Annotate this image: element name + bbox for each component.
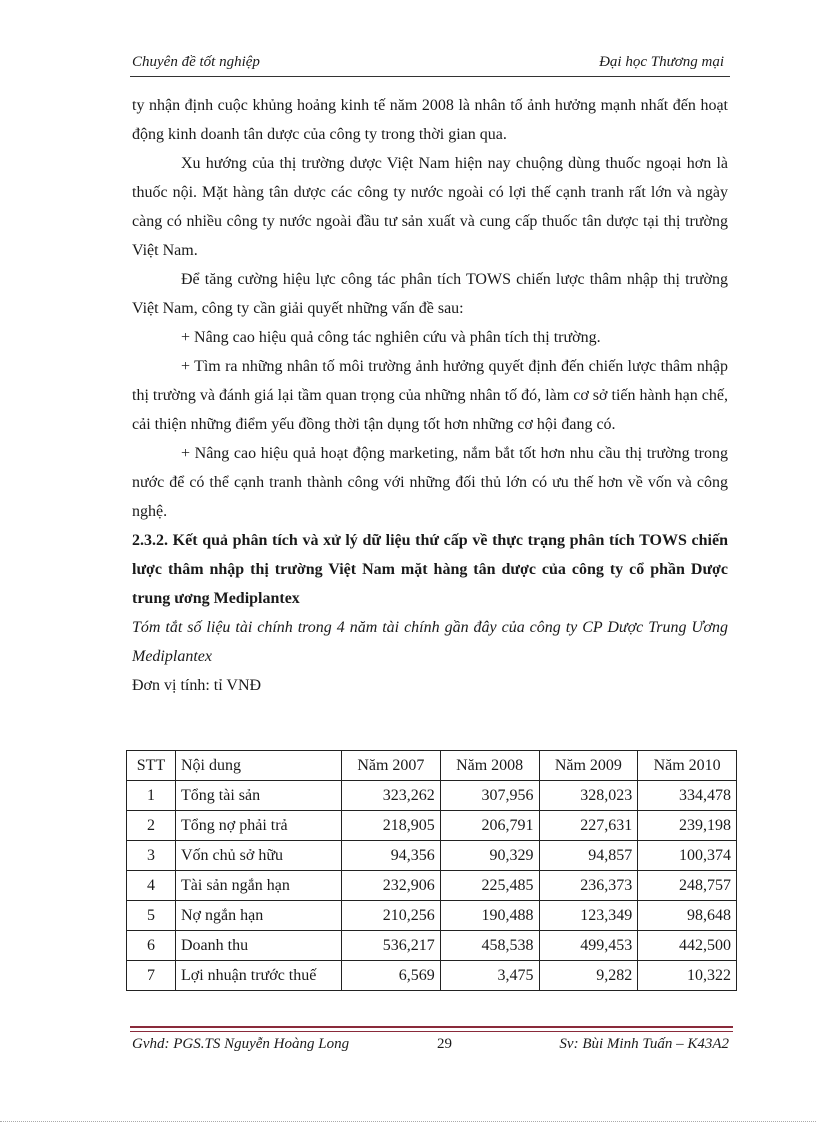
page-bottom-edge (0, 1121, 816, 1122)
col-header-content: Nội dung (176, 751, 342, 781)
table-caption: Tóm tắt số liệu tài chính trong 4 năm tài chính gần đây của công ty CP Dược Trung Ương Mediplantex (132, 619, 728, 665)
cell-value: 236,373 (539, 871, 638, 901)
cell-value: 206,791 (440, 811, 539, 841)
cell-value: 98,648 (638, 901, 737, 931)
bullet-item: + Tìm ra những nhân tố môi trường ảnh hưởng quyết định đến chiến lược thâm nhập thị trường và đánh giá lại tầm quan trọng của những nhân tố đó, làm cơ sở tiến hành hạn chế, cải thiện những điểm yếu đồng thời tận dụng tốt hơn những cơ hội đang có. (132, 358, 728, 433)
cell-value: 90,329 (440, 841, 539, 871)
cell-value: 94,356 (342, 841, 441, 871)
cell-content: Nợ ngắn hạn (176, 901, 342, 931)
cell-stt: 5 (127, 901, 176, 931)
paragraph: Xu hướng của thị trường dược Việt Nam hiện nay chuộng dùng thuốc ngoại hơn là thuốc nội. Mặt hàng tân dược các công ty nước ngoài có lợi thế cạnh tranh rất lớn và ngày càng có nhiều công ty nước ngoài đầu tư sản xuất và cung cấp thuốc tân dược tại thị trường Việt Nam. (132, 155, 728, 259)
cell-value: 6,569 (342, 961, 441, 991)
footer-supervisor: Gvhd: PGS.TS Nguyễn Hoàng Long (132, 1036, 350, 1052)
section-heading: 2.3.2. Kết quả phân tích và xử lý dữ liệu thứ cấp về thực trạng phân tích TOWS chiến lược thâm nhập thị trường Việt Nam mặt hàng tân dược của công ty cổ phần Dược trung ương Mediplantex (132, 532, 728, 607)
footer-student: Sv: Bùi Minh Tuấn – K43A2 (559, 1036, 729, 1052)
cell-value: 94,857 (539, 841, 638, 871)
cell-value: 239,198 (638, 811, 737, 841)
cell-content: Tổng nợ phải trả (176, 811, 342, 841)
bullet-item: + Nâng cao hiệu quả hoạt động marketing, nắm bắt tốt hơn nhu cầu thị trường trong nước để có thể cạnh tranh thành công với những đối thủ lớn có ưu thế hơn về vốn và công nghệ. (132, 445, 728, 520)
cell-content: Tài sản ngắn hạn (176, 871, 342, 901)
cell-content: Lợi nhuận trước thuế (176, 961, 342, 991)
cell-value: 232,906 (342, 871, 441, 901)
table-row (127, 781, 737, 811)
cell-value: 442,500 (638, 931, 737, 961)
cell-value: 248,757 (638, 871, 737, 901)
col-header-2010: Năm 2010 (638, 751, 737, 781)
table-row (127, 961, 737, 991)
cell-value: 9,282 (539, 961, 638, 991)
cell-stt: 4 (127, 871, 176, 901)
page-footer (130, 1036, 733, 1058)
header-rule (130, 76, 730, 77)
col-header-stt: STT (127, 751, 176, 781)
header-doc-type: Chuyên đề tốt nghiệp (132, 54, 260, 70)
page-number: 29 (437, 1036, 452, 1052)
cell-value: 323,262 (342, 781, 441, 811)
table-row (127, 901, 737, 931)
table-row (127, 811, 737, 841)
cell-stt: 3 (127, 841, 176, 871)
paragraph: ty nhận định cuộc khủng hoảng kinh tế năm 2008 là nhân tố ảnh hưởng mạnh nhất đến hoạt động kinh doanh tân dược của công ty trong thời gian qua. (132, 97, 728, 143)
cell-value: 458,538 (440, 931, 539, 961)
cell-content: Tổng tài sản (176, 781, 342, 811)
financial-table (126, 750, 737, 991)
col-header-2009: Năm 2009 (539, 751, 638, 781)
cell-content: Vốn chủ sở hữu (176, 841, 342, 871)
col-header-2007: Năm 2007 (342, 751, 441, 781)
table-header-row (127, 751, 737, 781)
cell-value: 123,349 (539, 901, 638, 931)
cell-value: 10,322 (638, 961, 737, 991)
footer-rule-thick (130, 1026, 733, 1028)
cell-stt: 7 (127, 961, 176, 991)
cell-value: 499,453 (539, 931, 638, 961)
unit-note: Đơn vị tính: tỉ VNĐ (132, 677, 262, 694)
footer-rule-thin (130, 1031, 733, 1032)
cell-value: 536,217 (342, 931, 441, 961)
cell-value: 210,256 (342, 901, 441, 931)
cell-value: 218,905 (342, 811, 441, 841)
header-university: Đại học Thương mại (599, 54, 724, 70)
table-row (127, 871, 737, 901)
cell-stt: 6 (127, 931, 176, 961)
table-row (127, 841, 737, 871)
cell-stt: 1 (127, 781, 176, 811)
cell-value: 334,478 (638, 781, 737, 811)
cell-value: 225,485 (440, 871, 539, 901)
page-header (130, 52, 730, 74)
col-header-2008: Năm 2008 (440, 751, 539, 781)
table-row (127, 931, 737, 961)
bullet-item: + Nâng cao hiệu quả công tác nghiên cứu và phân tích thị trường. (181, 329, 601, 346)
page-body (132, 91, 728, 700)
cell-content: Doanh thu (176, 931, 342, 961)
cell-value: 307,956 (440, 781, 539, 811)
cell-value: 227,631 (539, 811, 638, 841)
cell-value: 328,023 (539, 781, 638, 811)
cell-value: 190,488 (440, 901, 539, 931)
cell-value: 100,374 (638, 841, 737, 871)
paragraph: Để tăng cường hiệu lực công tác phân tích TOWS chiến lược thâm nhập thị trường Việt Nam, công ty cần giải quyết những vấn đề sau: (132, 271, 728, 317)
cell-value: 3,475 (440, 961, 539, 991)
cell-stt: 2 (127, 811, 176, 841)
